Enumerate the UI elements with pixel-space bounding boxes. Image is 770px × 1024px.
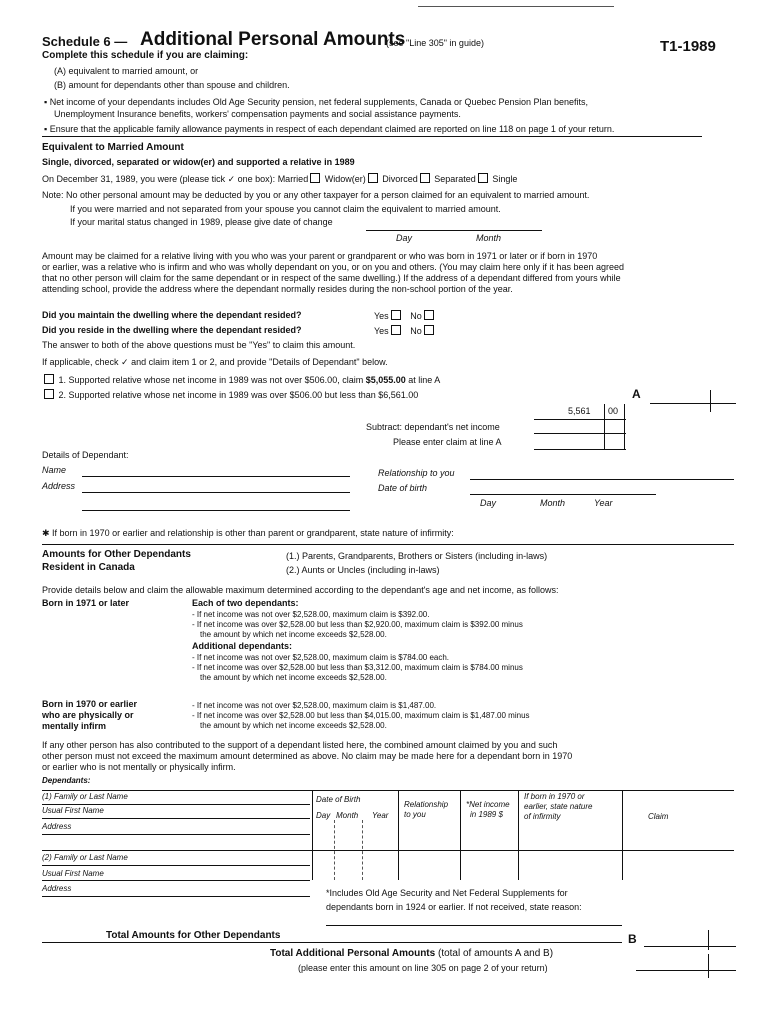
calc-line-1 xyxy=(534,419,626,420)
if-applicable: If applicable, check ✓ and claim item 1 or 2, and provide "Details of Dependant" below. xyxy=(42,357,388,367)
widow-checkbox[interactable] xyxy=(368,173,378,183)
rule-6: the amount by which net income exceeds $2,528.00. xyxy=(200,673,387,682)
form-code: T1-1989 xyxy=(660,38,716,55)
reason-field[interactable] xyxy=(326,925,622,926)
net-income-header: *Net income xyxy=(466,800,510,809)
first-name-1-field[interactable] xyxy=(42,818,310,819)
rule-8: - If net income was over $2,528.00 but less than $4,015.00, maximum claim is $1,487.00 minus xyxy=(192,711,530,720)
dob-field[interactable] xyxy=(470,494,656,495)
born-1970-label: Born in 1970 or earlier xyxy=(42,699,138,709)
line-b-cents xyxy=(708,930,709,950)
rule-4: - If net income was not over $2,528.00, maximum claim is $784.00 each. xyxy=(192,653,450,662)
dependants-label: Dependants: xyxy=(42,776,91,785)
address-2-field[interactable] xyxy=(42,896,310,897)
date-divider-2 xyxy=(362,820,363,880)
first-name-2-field[interactable] xyxy=(42,880,310,881)
line-a-label: A xyxy=(632,387,641,401)
total-line xyxy=(42,942,622,943)
other-heading: Amounts for Other Dependants xyxy=(42,549,191,560)
reside-question: Did you reside in the dwelling where the dependant resided? xyxy=(42,325,302,335)
total-field[interactable] xyxy=(636,970,736,971)
col-divider-4 xyxy=(518,790,519,880)
infirmity-label: ✱ If born in 1970 or earlier and relationship is other than parent or grandparent, state nature of infirmity: xyxy=(42,528,454,538)
family-name-1-field[interactable] xyxy=(42,804,310,805)
rule-1: - If net income was not over $2,528.00, maximum claim is $392.00. xyxy=(192,610,430,619)
relationship-header-2: to you xyxy=(404,810,426,819)
infirmity-header-2: earlier, state nature xyxy=(524,802,593,811)
born-1970-label-3: mentally infirm xyxy=(42,721,107,731)
income-note-cont: Unemployment Insurance benefits, workers' compensation payments and social assistance payments. xyxy=(54,109,461,119)
address-label: Address xyxy=(42,481,76,491)
calc-edge xyxy=(624,404,625,450)
day-label: Day xyxy=(396,233,413,243)
month-label: Month xyxy=(476,233,502,243)
option-a: (A) equivalent to married amount, or xyxy=(54,66,199,76)
address-1: Address xyxy=(42,822,72,831)
col-divider-2 xyxy=(398,790,399,880)
item-2: 2. Supported relative whose net income in 1989 was over $506.00 but less than $6,561.00 xyxy=(42,389,418,400)
name-label: Name xyxy=(42,465,67,475)
line-a-field[interactable] xyxy=(650,403,736,404)
maintain-answers: Yes No xyxy=(374,310,436,321)
details-heading: Details of Dependant: xyxy=(42,450,129,460)
eligibility-paragraph: Amount may be claimed for a relative living with you who was your parent or grandparent or who was born in 1971 or later or if born in 1970 or earlier, was a relative who is infirm and who was wholly dependant on you, or on you and others. (You may claim here only if it has been agreed that no other person will claim for the same dependant or in respect of the same dwelling.) If the address of a dependant differed from yours while attending school, provide the address where the dependant normally resides during the non-school portion of the year. xyxy=(42,251,624,294)
rule-7: - If net income was not over $2,528.00, maximum claim is $1,487.00. xyxy=(192,701,437,710)
dob-year-header: Year xyxy=(372,811,389,820)
divorced-checkbox[interactable] xyxy=(420,173,430,183)
equiv-heading: Equivalent to Married Amount xyxy=(42,142,184,153)
rule-9: the amount by which net income exceeds $2,528.00. xyxy=(200,721,387,730)
status-question: On December 31, 1989, you were (please tick ✓ one box): Married Widow(er) Divorced Separated Single xyxy=(42,174,518,184)
income-note: ▪ Net income of your dependants includes Old Age Security pension, net federal supplements, Canada or Quebec Pension Plan benefits, xyxy=(44,97,589,107)
relationship-label: Relationship to you xyxy=(378,468,455,478)
dob-header: Date of Birth xyxy=(316,795,361,804)
calc-line-3 xyxy=(534,449,626,450)
item-2-checkbox[interactable] xyxy=(44,389,54,399)
calc-divider xyxy=(604,404,605,450)
footnote-2: dependants born in 1924 or earlier. If not received, state reason: xyxy=(326,902,582,912)
born-1971-label: Born in 1971 or later xyxy=(42,598,130,608)
rule-5: - If net income was over $2,528.00 but less than $3,312.00, maximum claim is $784.00 minus xyxy=(192,663,523,672)
total-note: (please enter this amount on line 305 on page 2 of your return) xyxy=(298,963,548,973)
address-field[interactable] xyxy=(82,492,350,493)
address-1-field[interactable] xyxy=(42,834,310,835)
reside-no-checkbox[interactable] xyxy=(424,325,434,335)
reside-answers: Yes No xyxy=(374,325,436,336)
net-income-header-2: in 1989 $ xyxy=(470,810,503,819)
complete-heading: Complete this schedule if you are claiming: xyxy=(42,50,249,61)
section-divider xyxy=(42,136,702,137)
infirmity-header-3: of infirmity xyxy=(524,812,561,821)
reside-yes-checkbox[interactable] xyxy=(391,325,401,335)
net-income-field[interactable] xyxy=(534,433,626,434)
each-two-label: Each of two dependants: xyxy=(192,598,299,608)
first-name-2: Usual First Name xyxy=(42,869,104,878)
total-additional: Total Additional Personal Amounts (total of amounts A and B) xyxy=(270,948,554,959)
other-heading-2: Resident in Canada xyxy=(42,562,135,573)
family-allowance-note: ▪ Ensure that the applicable family allowance payments in respect of each dependant claimed are reported on line 118 on page 1 of your return. xyxy=(44,124,615,134)
table-top xyxy=(42,790,734,791)
change-date-label: If your marital status changed in 1989, please give date of change xyxy=(70,217,333,227)
category-1: (1.) Parents, Grandparents, Brothers or Sisters (including in-laws) xyxy=(286,551,548,561)
guide-reference: (see "Line 305" in guide) xyxy=(386,38,484,48)
relationship-header: Relationship xyxy=(404,800,449,809)
infirmity-header: If born in 1970 or xyxy=(524,792,585,801)
married-note: If you were married and not separated from your spouse you cannot claim the equivalent to married amount. xyxy=(70,204,501,214)
address-2: Address xyxy=(42,884,72,893)
amount-5561-cents: 00 xyxy=(608,406,619,416)
total-cents xyxy=(708,954,709,978)
footnote-1: *Includes Old Age Security and Net Federal Supplements for xyxy=(326,888,568,898)
dob-month-header: Month xyxy=(336,811,359,820)
maintain-yes-checkbox[interactable] xyxy=(391,310,401,320)
maintain-no-checkbox[interactable] xyxy=(424,310,434,320)
cents-divider xyxy=(710,390,711,412)
separated-checkbox[interactable] xyxy=(478,173,488,183)
family-name-2-field[interactable] xyxy=(42,865,310,866)
change-date-line[interactable] xyxy=(366,230,542,231)
table-row-divider xyxy=(42,850,734,851)
col-divider-5 xyxy=(622,790,623,880)
equiv-note: Note: No other personal amount may be deducted by you or any other taxpayer for a person claimed for an equivalent to married amount. xyxy=(42,190,590,200)
first-name-1: Usual First Name xyxy=(42,806,104,815)
family-name-2: (2) Family or Last Name xyxy=(42,853,128,862)
contribution-paragraph: If any other person has also contributed to the support of a dependant listed here, the combined amount claimed by you and such other person must not exceed the maximum amount determined as above. No claim may be made here for a dependant born in 1970 or earlier who is not mentally or physically infirm. xyxy=(42,740,573,772)
amount-5561: 5,561 xyxy=(568,406,591,416)
schedule-label: Schedule 6 — xyxy=(42,34,128,49)
dob-day-header: Day xyxy=(316,811,331,820)
additional-label: Additional dependants: xyxy=(192,641,292,651)
enter-claim-label: Please enter claim at line A xyxy=(393,437,502,447)
dob-year: Year xyxy=(594,498,613,508)
dob-label: Date of birth xyxy=(378,483,428,493)
subtract-label: Subtract: dependant's net income xyxy=(366,422,500,432)
col-divider-1 xyxy=(312,790,313,880)
item-1-checkbox[interactable] xyxy=(44,374,54,384)
claim-header: Claim xyxy=(648,812,669,821)
dob-month: Month xyxy=(540,498,566,508)
name-field[interactable] xyxy=(82,476,350,477)
date-divider-1 xyxy=(334,820,335,880)
col-divider-3 xyxy=(460,790,461,880)
line-b-label: B xyxy=(628,932,637,946)
born-1970-label-2: who are physically or xyxy=(42,710,134,720)
maintain-question: Did you maintain the dwelling where the dependant resided? xyxy=(42,310,302,320)
answer-note: The answer to both of the above questions must be "Yes" to claim this amount. xyxy=(42,340,356,350)
married-checkbox[interactable] xyxy=(310,173,320,183)
relationship-field[interactable] xyxy=(470,479,734,480)
address-field-2[interactable] xyxy=(82,510,350,511)
section-divider-2 xyxy=(42,544,734,545)
category-2: (2.) Aunts or Uncles (including in-laws) xyxy=(286,565,440,575)
family-name-1: (1) Family or Last Name xyxy=(42,792,128,801)
rule-3: the amount by which net income exceeds $2,528.00. xyxy=(200,630,387,639)
top-rule xyxy=(418,6,614,7)
rule-2: - If net income was over $2,528.00 but less than $2,920.00, maximum claim is $392.00 minus xyxy=(192,620,523,629)
equiv-subheading: Single, divorced, separated or widow(er) and supported a relative in 1989 xyxy=(42,157,355,167)
line-b-field[interactable] xyxy=(644,946,736,947)
dob-day: Day xyxy=(480,498,497,508)
total-other-label: Total Amounts for Other Dependants xyxy=(106,930,281,941)
option-b: (B) amount for dependants other than spouse and children. xyxy=(54,80,290,90)
page-title: Additional Personal Amounts xyxy=(140,29,406,50)
provide-details: Provide details below and claim the allowable maximum determined according to the dependant's age and net income, as follows: xyxy=(42,585,559,595)
item-1: 1. Supported relative whose net income in 1989 was not over $506.00, claim $5,055.00 at line A xyxy=(42,374,440,385)
